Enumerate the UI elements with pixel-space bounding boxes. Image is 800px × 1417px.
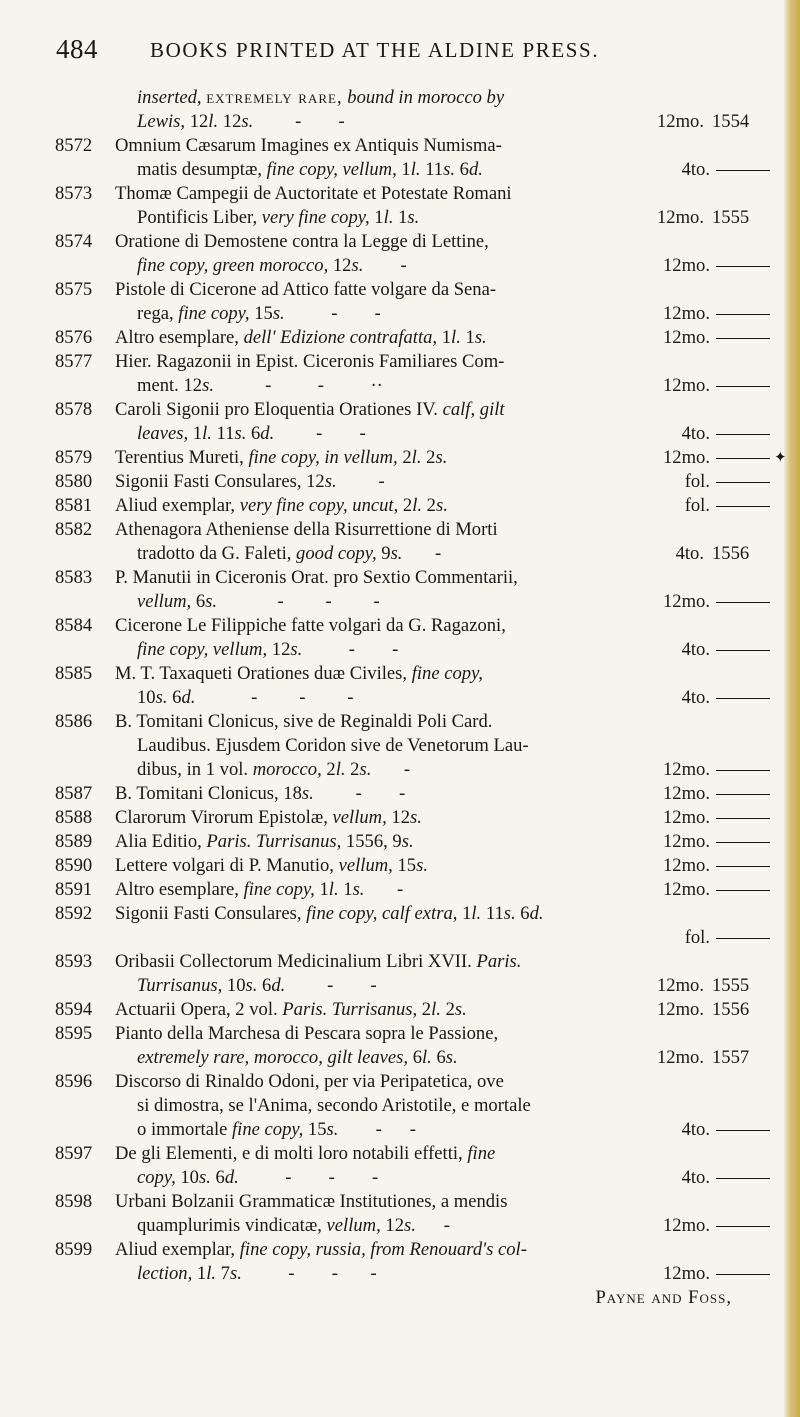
entry-text: M. T. Taxaqueti Orationes duæ Civiles, fine copy, <box>115 663 483 684</box>
format: 12mo. <box>662 303 710 324</box>
catalogue-line <box>0 1118 800 1142</box>
lot-number: 8596 <box>55 1071 93 1092</box>
margin-mark: ✦ <box>774 450 787 466</box>
lot-number: 8579 <box>55 447 93 468</box>
catalogue-line <box>0 806 800 830</box>
format: 12mo. <box>662 375 710 396</box>
catalogue-line <box>0 110 800 134</box>
year: 1556 <box>712 999 750 1020</box>
ditto-dash <box>716 314 770 315</box>
entry-text: 10s. 6d. - - - <box>137 687 354 708</box>
entry-text: extremely rare, morocco, gilt leaves, 6l. 6s. <box>137 1047 458 1068</box>
entry-text: fine copy, vellum, 12s. - - <box>137 639 399 660</box>
entry-text: vellum, 6s. - - - <box>137 591 380 612</box>
lot-number: 8575 <box>55 279 93 300</box>
entry-text: Caroli Sigonii pro Eloquentia Orationes IV. calf, gilt <box>115 399 505 420</box>
entry-text: Hier. Ragazonii in Epist. Ciceronis Familiares Com- <box>115 351 505 372</box>
catalogue-line <box>0 134 800 158</box>
format: 12mo. <box>662 759 710 780</box>
format: 12mo. <box>662 855 710 876</box>
entry-text: Aliud exemplar, very fine copy, uncut, 2l. 2s. <box>115 495 448 516</box>
catalogue-line <box>0 374 800 398</box>
format: 12mo. <box>662 807 710 828</box>
format: 4to. <box>681 1167 710 1188</box>
entry-text: si dimostra, se l'Anima, secondo Aristotile, e mortale <box>137 1095 531 1116</box>
entry-text: Pianto della Marchesa di Pescara sopra le Passione, <box>115 1023 499 1044</box>
format: fol. <box>684 927 710 948</box>
entry-text: Urbani Bolzanii Grammaticæ Institutiones, a mendis <box>115 1191 508 1212</box>
entry-text: Altro esemplare, dell' Edizione contrafatta, 1l. 1s. <box>115 327 487 348</box>
year: 1557 <box>712 1047 750 1068</box>
ditto-dash <box>716 1130 770 1131</box>
catalogue-line <box>0 230 800 254</box>
ditto-dash <box>716 266 770 267</box>
format: 4to. <box>681 159 710 180</box>
entry-text: rega, fine copy, 15s. - - <box>137 303 381 324</box>
year: 1554 <box>712 111 750 132</box>
catchword: Payne and Foss, <box>595 1287 732 1308</box>
entry-text: inserted, extremely rare, bound in morocco by <box>137 87 505 108</box>
lot-number: 8588 <box>55 807 93 828</box>
format: 4to. <box>681 423 710 444</box>
format: 12mo. <box>656 975 704 996</box>
catalogue-line <box>0 422 800 446</box>
catalogue-line <box>0 86 800 110</box>
entry-text: Discorso di Rinaldo Odoni, per via Peripatetica, ove <box>115 1071 504 1092</box>
lot-number: 8573 <box>55 183 93 204</box>
catalogue-line <box>0 566 800 590</box>
catalogue-line <box>0 926 800 950</box>
entry-text: Lewis, 12l. 12s. - - <box>137 111 345 132</box>
ditto-dash <box>716 482 770 483</box>
format: 4to. <box>675 543 704 564</box>
catalogue-line <box>0 902 800 926</box>
lot-number: 8582 <box>55 519 93 540</box>
entry-text: Sigonii Fasti Consulares, fine copy, calf extra, 1l. 11s. 6d. <box>115 903 544 924</box>
catalogue-line <box>0 518 800 542</box>
catalogue-line <box>0 542 800 566</box>
catalogue-line <box>0 974 800 998</box>
catalogue-line <box>0 1022 800 1046</box>
ditto-dash <box>716 698 770 699</box>
catalogue-line <box>0 1262 800 1286</box>
catalogue-line <box>0 878 800 902</box>
page-number: 484 <box>56 34 98 64</box>
catalogue-line <box>0 1286 800 1310</box>
lot-number: 8578 <box>55 399 93 420</box>
entry-text: Oribasii Collectorum Medicinalium Libri XVII. Paris. <box>115 951 522 972</box>
ditto-dash <box>716 386 770 387</box>
format: 12mo. <box>662 831 710 852</box>
ditto-dash <box>716 770 770 771</box>
catalogue-line <box>0 686 800 710</box>
entry-text: Clarorum Virorum Epistolæ, vellum, 12s. <box>115 807 422 828</box>
catalogue-entries <box>0 86 800 1310</box>
lot-number: 8593 <box>55 951 93 972</box>
format: 12mo. <box>662 1215 710 1236</box>
lot-number: 8589 <box>55 831 93 852</box>
ditto-dash <box>716 1274 770 1275</box>
entry-text: Actuarii Opera, 2 vol. Paris. Turrisanus, 2l. 2s. <box>115 999 467 1020</box>
entry-text: quamplurimis vindicatæ, vellum, 12s. - <box>137 1215 450 1236</box>
entry-text: Pontificis Liber, very fine copy, 1l. 1s. <box>137 207 420 228</box>
entry-text: fine copy, green morocco, 12s. - <box>137 255 407 276</box>
catalogue-line <box>0 782 800 806</box>
catalogue-line <box>0 1166 800 1190</box>
catalogue-line <box>0 158 800 182</box>
format: 12mo. <box>662 255 710 276</box>
entry-text: Aliud exemplar, fine copy, russia, from Renouard's col- <box>115 1239 527 1260</box>
catalogue-line <box>0 758 800 782</box>
entry-text: P. Manutii in Ciceronis Orat. pro Sextio Commentarii, <box>115 567 518 588</box>
entry-text: Thomæ Campegii de Auctoritate et Potestate Romani <box>115 183 512 204</box>
catalogue-line <box>0 662 800 686</box>
format: 12mo. <box>662 591 710 612</box>
format: 12mo. <box>656 207 704 228</box>
entry-text: matis desumptæ, fine copy, vellum, 1l. 11s. 6d. <box>137 159 483 180</box>
catalogue-line <box>0 302 800 326</box>
running-head: BOOKS PRINTED AT THE ALDINE PRESS. <box>150 38 600 62</box>
lot-number: 8586 <box>55 711 93 732</box>
catalogue-line <box>0 1190 800 1214</box>
format: 4to. <box>681 687 710 708</box>
lot-number: 8595 <box>55 1023 93 1044</box>
format: 12mo. <box>662 327 710 348</box>
lot-number: 8584 <box>55 615 93 636</box>
lot-number: 8598 <box>55 1191 93 1212</box>
entry-text: leaves, 1l. 11s. 6d. - - <box>137 423 366 444</box>
year: 1555 <box>712 207 750 228</box>
entry-text: Altro esemplare, fine copy, 1l. 1s. - <box>115 879 404 900</box>
entry-text: Laudibus. Ejusdem Coridon sive de Venetorum Lau- <box>137 735 529 756</box>
ditto-dash <box>716 1226 770 1227</box>
ditto-dash <box>716 842 770 843</box>
ditto-dash <box>716 938 770 939</box>
entry-text: copy, 10s. 6d. - - - <box>137 1167 379 1188</box>
ditto-dash <box>716 602 770 603</box>
lot-number: 8594 <box>55 999 93 1020</box>
catalogue-line <box>0 950 800 974</box>
catalogue-line <box>0 1238 800 1262</box>
entry-text: Lettere volgari di P. Manutio, vellum, 15s. <box>115 855 428 876</box>
entry-text: Omnium Cæsarum Imagines ex Antiquis Numisma- <box>115 135 502 156</box>
catalogue-line <box>0 278 800 302</box>
entry-text: Terentius Mureti, fine copy, in vellum, 2l. 2s. <box>115 447 448 468</box>
ditto-dash <box>716 866 770 867</box>
entry-text: lection, 1l. 7s. - - - <box>137 1263 377 1284</box>
lot-number: 8599 <box>55 1239 93 1260</box>
entry-text: Turrisanus, 10s. 6d. - - <box>137 975 377 996</box>
lot-number: 8576 <box>55 327 93 348</box>
lot-number: 8590 <box>55 855 93 876</box>
lot-number: 8581 <box>55 495 93 516</box>
entry-text: Athenagora Atheniense della Risurrettione di Morti <box>115 519 498 540</box>
catalogue-line <box>0 446 800 470</box>
ditto-dash <box>716 458 770 459</box>
catalogue-line <box>0 1046 800 1070</box>
ditto-dash <box>716 818 770 819</box>
catalogue-line <box>0 854 800 878</box>
catalogue-line <box>0 182 800 206</box>
lot-number: 8587 <box>55 783 93 804</box>
format: 12mo. <box>656 111 704 132</box>
entry-text: De gli Elementi, e di molti loro notabili effetti, fine <box>115 1143 496 1164</box>
catalogue-line <box>0 614 800 638</box>
catalogue-line <box>0 470 800 494</box>
format: 12mo. <box>656 1047 704 1068</box>
catalogue-line <box>0 590 800 614</box>
entry-text: Sigonii Fasti Consulares, 12s. - <box>115 471 385 492</box>
entry-text: Oratione di Demostene contra la Legge di Lettine, <box>115 231 489 252</box>
format: 12mo. <box>662 879 710 900</box>
entry-text: dibus, in 1 vol. morocco, 2l. 2s. - <box>137 759 411 780</box>
entry-text: o immortale fine copy, 15s. - - <box>137 1119 416 1140</box>
catalogue-line <box>0 398 800 422</box>
lot-number: 8583 <box>55 567 93 588</box>
lot-number: 8580 <box>55 471 93 492</box>
format: 4to. <box>681 1119 710 1140</box>
lot-number: 8597 <box>55 1143 93 1164</box>
catalogue-line <box>0 998 800 1022</box>
catalogue-line <box>0 1070 800 1094</box>
format: 4to. <box>681 639 710 660</box>
format: 12mo. <box>662 447 710 468</box>
lot-number: 8574 <box>55 231 93 252</box>
catalogue-line <box>0 734 800 758</box>
catalogue-line <box>0 710 800 734</box>
catalogue-line <box>0 326 800 350</box>
catalogue-line <box>0 638 800 662</box>
catalogue-line <box>0 1214 800 1238</box>
catalogue-line <box>0 830 800 854</box>
lot-number: 8577 <box>55 351 93 372</box>
catalogue-line <box>0 254 800 278</box>
ditto-dash <box>716 338 770 339</box>
year: 1555 <box>712 975 750 996</box>
format: fol. <box>684 495 710 516</box>
catalogue-line <box>0 1094 800 1118</box>
lot-number: 8585 <box>55 663 93 684</box>
year: 1556 <box>712 543 750 564</box>
catalogue-line <box>0 350 800 374</box>
ditto-dash <box>716 794 770 795</box>
entry-text: tradotto da G. Faleti, good copy, 9s. - <box>137 543 442 564</box>
entry-text: ment. 12s. - - ·· <box>137 375 383 396</box>
lot-number: 8591 <box>55 879 93 900</box>
entry-text: Cicerone Le Filippiche fatte volgari da G. Ragazoni, <box>115 615 506 636</box>
entry-text: B. Tomitani Clonicus, sive de Reginaldi Poli Card. <box>115 711 493 732</box>
catalogue-line <box>0 206 800 230</box>
ditto-dash <box>716 170 770 171</box>
ditto-dash <box>716 890 770 891</box>
catalogue-line <box>0 494 800 518</box>
format: fol. <box>684 471 710 492</box>
ditto-dash <box>716 650 770 651</box>
ditto-dash <box>716 506 770 507</box>
lot-number: 8592 <box>55 903 93 924</box>
page-header <box>0 28 800 68</box>
catalogue-line <box>0 1142 800 1166</box>
ditto-dash <box>716 1178 770 1179</box>
format: 12mo. <box>662 1263 710 1284</box>
lot-number: 8572 <box>55 135 93 156</box>
entry-text: Pistole di Cicerone ad Attico fatte volgare da Sena- <box>115 279 497 300</box>
ditto-dash <box>716 434 770 435</box>
format: 12mo. <box>662 783 710 804</box>
entry-text: Alia Editio, Paris. Turrisanus, 1556, 9s. <box>115 831 414 852</box>
format: 12mo. <box>656 999 704 1020</box>
entry-text: B. Tomitani Clonicus, 18s. - - <box>115 783 406 804</box>
